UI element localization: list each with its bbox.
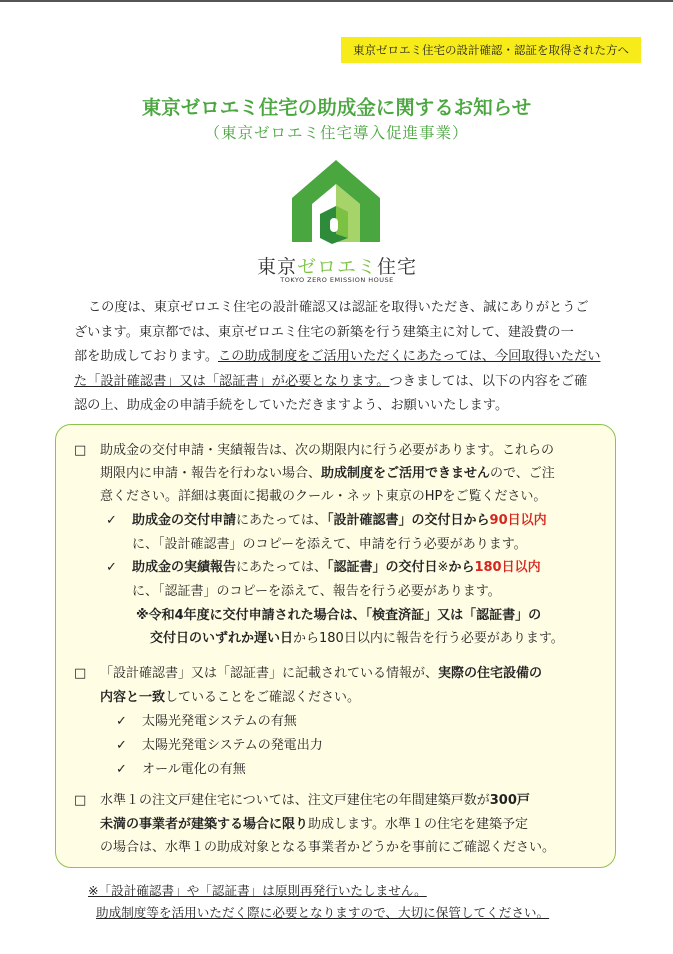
house-logo-icon (290, 158, 382, 244)
checkbox-square-icon: □ (74, 666, 87, 681)
notice-box (55, 424, 616, 868)
check-item: 太陽光発電システムの有無 (142, 714, 297, 729)
checkmark-icon: ✓ (106, 513, 117, 528)
checkmark-icon: ✓ (116, 714, 127, 729)
note-line: ※令和4年度に交付申請された場合は、「検査済証」又は「認証書」の (136, 608, 542, 623)
intro-line: 認の上、助成金の申請手続をしていただきますよう、お願いいたします。 (74, 398, 509, 413)
item1-line: 期限内に申請・報告を行わない場合、助成制度をご活用できませんので、ご注 (100, 466, 555, 481)
item2-line: 「設計確認書」又は「認証書」に記載されている情報が、実際の住宅設備の (100, 666, 543, 681)
intro-line: ざいます。東京都では、東京ゼロエミ住宅の新築を行う建築主に対して、建設費の一 (74, 324, 574, 340)
item1-line: 助成金の交付申請・実績報告は、次の期限内に行う必要があります。これらの (100, 443, 554, 458)
note-line: 交付日のいずれか遅い日から180日以内に報告を行う必要があります。 (150, 631, 564, 646)
checkmark-icon: ✓ (116, 738, 127, 753)
deadline-report-detail: に、「認証書」のコピーを添えて、報告を行う必要があります。 (132, 584, 501, 599)
footer-note: ※「設計確認書」や「認証書」は原則再発行いたしません。 (88, 883, 427, 898)
intro-line: た「設計確認書」又は「認証書」が必要となります。つきましては、以下の内容をご確 (74, 373, 588, 389)
checkbox-square-icon: □ (74, 793, 87, 808)
intro-paragraph (74, 296, 614, 419)
deadline-application: 助成金の交付申請にあたっては、「設計確認書」の交付日から90日以内 (132, 513, 547, 528)
check-item: 太陽光発電システムの発電出力 (142, 738, 323, 753)
item3-line: 未満の事業者が建築する場合に限り助成します。水準１の住宅を建築予定 (100, 817, 528, 832)
item3-line: 水準１の注文戸建住宅については、注文戸建住宅の年間建築戸数が300戸 (100, 793, 530, 808)
checkmark-icon: ✓ (106, 560, 117, 575)
page-title: 東京ゼロエミ住宅の助成金に関するお知らせ (141, 96, 532, 119)
audience-badge: 東京ゼロエミ住宅の設計確認・認証を取得された方へ (341, 37, 641, 63)
checkmark-icon: ✓ (116, 762, 127, 777)
page-subtitle: （東京ゼロエミ住宅導入促進事業） (204, 124, 469, 142)
logo-wordmark: 東京ゼロエミ住宅 (256, 256, 418, 278)
top-rule (0, 0, 673, 2)
intro-line: この度は、東京ゼロエミ住宅の設計確認又は認証を取得いただき、誠にありがとうご (88, 300, 589, 315)
footer-note: 助成制度等を活用いただく際に必要となりますので、大切に保管してください。 (96, 905, 550, 920)
item2-line: 内容と一致していることをご確認ください。 (100, 690, 361, 705)
deadline-report: 助成金の実績報告にあたっては、「認証書」の交付日※から180日以内 (132, 560, 541, 575)
check-item: オール電化の有無 (142, 762, 246, 777)
item1-line: 意ください。詳細は裏面に掲載のクール・ネット東京のHPをご覧ください。 (100, 489, 547, 504)
logo-english: TOKYO ZERO EMISSION HOUSE (280, 276, 394, 284)
item3-line: の場合は、水準１の助成対象となる事業者かどうかを事前にご確認ください。 (100, 840, 556, 855)
deadline-application-detail: に、「設計確認書」のコピーを添えて、申請を行う必要があります。 (132, 537, 527, 552)
checkbox-square-icon: □ (74, 443, 87, 458)
intro-line: 部を助成しております。この助成制度をご活用いただくにあたっては、今回取得いただい (74, 349, 601, 364)
